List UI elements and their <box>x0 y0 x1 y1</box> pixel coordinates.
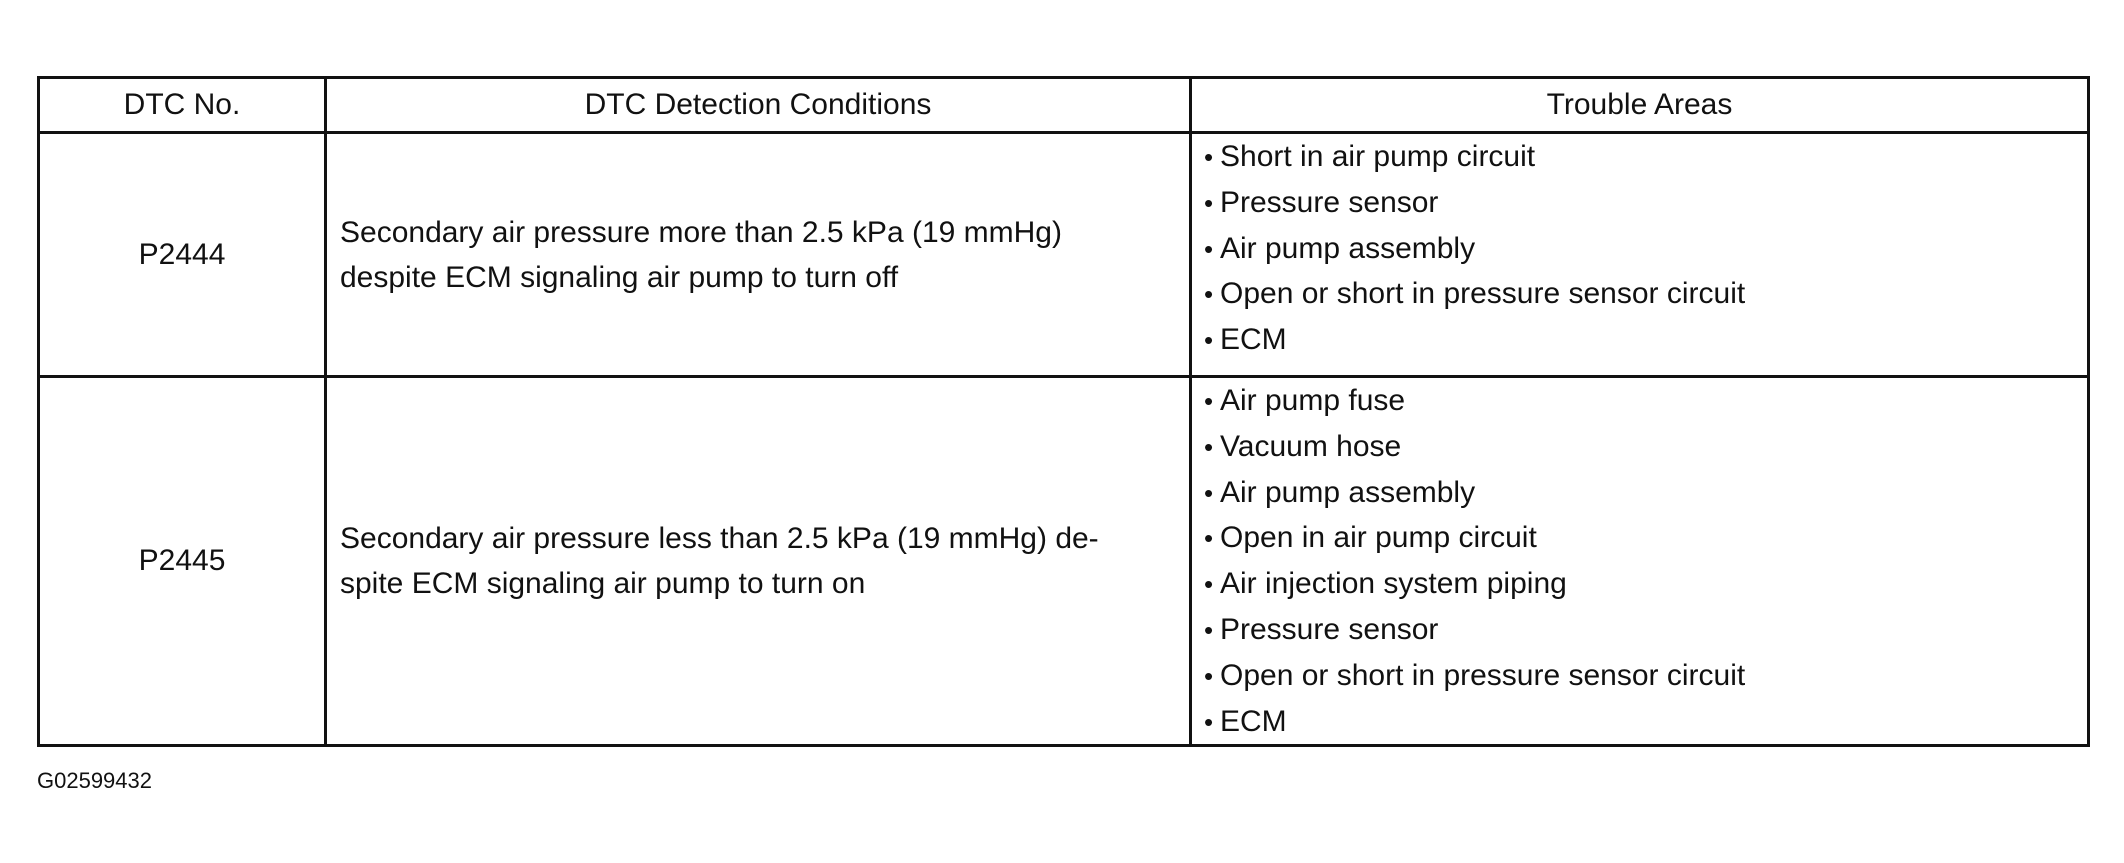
bullet-icon: • <box>1204 187 1214 218</box>
detection-condition-line: Secondary air pressure more than 2.5 kPa (19 mmHg) <box>340 215 1062 249</box>
figure-code: G02599432 <box>37 768 152 793</box>
trouble-area-item <box>1204 699 2087 745</box>
trouble-area-item <box>1204 653 2087 699</box>
bullet-icon: • <box>1204 279 1214 310</box>
trouble-area-item <box>1204 607 2087 653</box>
bullet-icon: • <box>1204 386 1214 416</box>
detection-condition-line: Secondary air pressure less than 2.5 kPa (19 mmHg) de- <box>340 522 1099 556</box>
trouble-area-item <box>1204 226 2087 272</box>
trouble-area-label: Vacuum hose <box>1220 429 1402 463</box>
dtc-table <box>37 76 2090 747</box>
trouble-area-item <box>1204 515 2087 561</box>
bullet-icon: • <box>1204 325 1214 356</box>
trouble-area-item <box>1204 271 2087 317</box>
bullet-icon: • <box>1204 523 1214 554</box>
trouble-area-list <box>1204 134 2087 363</box>
trouble-area-label: ECM <box>1220 704 1287 738</box>
trouble-areas <box>1191 133 2089 377</box>
bullet-icon: • <box>1204 569 1214 600</box>
trouble-areas <box>1191 377 2089 746</box>
bullet-icon: • <box>1204 660 1214 691</box>
trouble-area-label: Open in air pump circuit <box>1220 521 1537 555</box>
trouble-area-item <box>1204 317 2087 363</box>
trouble-area-label: Short in air pump circuit <box>1220 140 1536 173</box>
trouble-area-label: ECM <box>1220 323 1287 357</box>
header-detection-conditions: DTC Detection Conditions <box>326 78 1191 133</box>
bullet-icon: • <box>1204 614 1214 645</box>
trouble-area-list <box>1204 378 2087 744</box>
trouble-area-label: Air pump assembly <box>1220 231 1476 265</box>
trouble-area-item <box>1204 424 2087 470</box>
trouble-area-item <box>1204 378 2087 424</box>
detection-condition-line: despite ECM signaling air pump to turn off <box>340 260 899 294</box>
trouble-area-label: Open or short in pressure sensor circuit <box>1220 658 1746 692</box>
bullet-icon: • <box>1204 706 1214 737</box>
trouble-area-item <box>1204 470 2087 516</box>
trouble-area-item <box>1204 561 2087 607</box>
table-row <box>39 133 2089 377</box>
bullet-icon: • <box>1204 431 1214 462</box>
trouble-area-label: Air pump assembly <box>1220 475 1476 509</box>
detection-condition-line: spite ECM signaling air pump to turn on <box>340 567 866 601</box>
trouble-area-item <box>1204 180 2087 226</box>
table-row <box>39 377 2089 746</box>
trouble-area-label: Air injection system piping <box>1220 567 1567 601</box>
bullet-icon: • <box>1204 142 1214 172</box>
header-trouble-areas: Trouble Areas <box>1191 78 2089 133</box>
detection-condition <box>326 377 1191 746</box>
bullet-icon: • <box>1204 233 1214 264</box>
trouble-area-label: Open or short in pressure sensor circuit <box>1220 277 1746 311</box>
trouble-area-label: Pressure sensor <box>1220 612 1439 646</box>
detection-condition <box>326 133 1191 377</box>
bullet-icon: • <box>1204 477 1214 508</box>
trouble-area-label: Air pump fuse <box>1220 384 1406 417</box>
trouble-area-item <box>1204 134 2087 180</box>
table-header-row <box>39 78 2089 133</box>
dtc-code: P2444 <box>39 133 326 377</box>
trouble-area-label: Pressure sensor <box>1220 185 1439 219</box>
header-dtc-no: DTC No. <box>39 78 326 133</box>
dtc-code: P2445 <box>39 377 326 746</box>
